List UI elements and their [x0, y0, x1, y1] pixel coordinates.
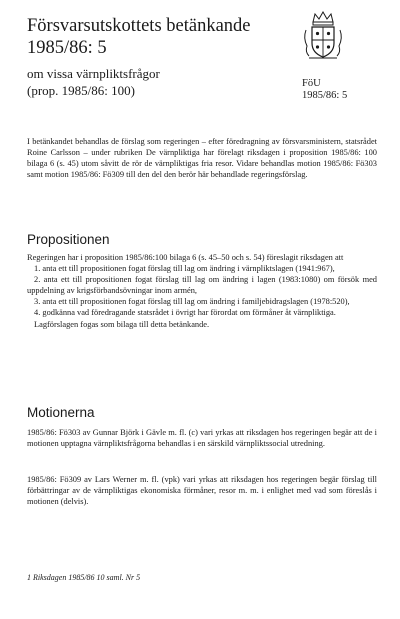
intro-paragraph: [27, 136, 377, 180]
section-heading-propositionen: Propositionen: [27, 232, 110, 247]
report-number: 1985/86: 5: [27, 38, 107, 58]
propositionen-closing: Lagförslagen fogas som bilaga till detta betänkande.: [34, 319, 210, 329]
proposal-item-3: 3. anta ett till propositionen fogat förslag till lag om ändring i familjebidragslagen (1978:520),: [34, 297, 350, 307]
proposal-item-4: 4. godkänna vad föredragande statsrådet i övrigt har förordat om förmåner åt värnpliktiga.: [34, 308, 336, 318]
motion-paragraph-1: [27, 427, 377, 449]
page-footer: 1 Riksdagen 1985/86 10 saml. Nr 5: [27, 573, 141, 582]
document-title: Försvarsutskottets betänkande: [27, 16, 251, 36]
propositionen-body: [27, 252, 377, 330]
coat-of-arms-icon: [301, 10, 345, 62]
propositionen-lead: Regeringen har i proposition 1985/86:100 bilaga 6 (s. 45–50 och s. 54) föreslagit riksdagen att: [27, 253, 344, 262]
committee-abbreviation: FöU: [302, 78, 321, 89]
proposal-item-2: 2. anta ett till propositionen fogat förslag till lag om ändring i lagen (1983:1080) om försök med uppdelning av krigsförbandsövningar inom armén,: [27, 275, 377, 296]
section-heading-motionerna: Motionerna: [27, 405, 95, 420]
committee-reference: 1985/86: 5: [302, 90, 348, 101]
motion-fo309: 1985/86: Fö309 av Lars Werner m. fl. (vpk) vari yrkas att riksdagen hos regeringen begär förslag till förbättringar av de värnpliktigas ekonomiska förmåner, resor m. m. i enlighet med vad som föreslås i motionen (delvis).: [27, 475, 377, 507]
motion-paragraph-2: [27, 474, 377, 507]
subtitle-line-2: (prop. 1985/86: 100): [27, 83, 135, 98]
subtitle-line-1: om vissa värnpliktsfrågor: [27, 66, 160, 81]
motion-fo303: 1985/86: Fö303 av Gunnar Björk i Gävle m. fl. (c) vari yrkas att riksdagen hos regeringen begär att de i motionen upptagna värnpliktsfrågorna behandlas i en särskild värnpliktssocial utredning.: [27, 428, 377, 449]
proposal-item-1: 1. anta ett till propositionen fogat förslag till lag om ändring i värnpliktslagen (1941:967),: [34, 264, 335, 274]
intro-text: I betänkandet behandlas de förslag som regeringen – efter föredragning av försvarsministern, statsrådet Roine Carlsson – under rubriken De värnpliktiga har förelagt riksdagen i proposition 1985/86: 100 bilaga 6 (s. 45) utom såvitt de rör de värnpliktigas fria resor. Vidare behandlas motion 1985/86: Fö303 samt motion 1985/86: Fö309 till den del den berör här behandlade regeringsförslag.: [27, 137, 377, 180]
